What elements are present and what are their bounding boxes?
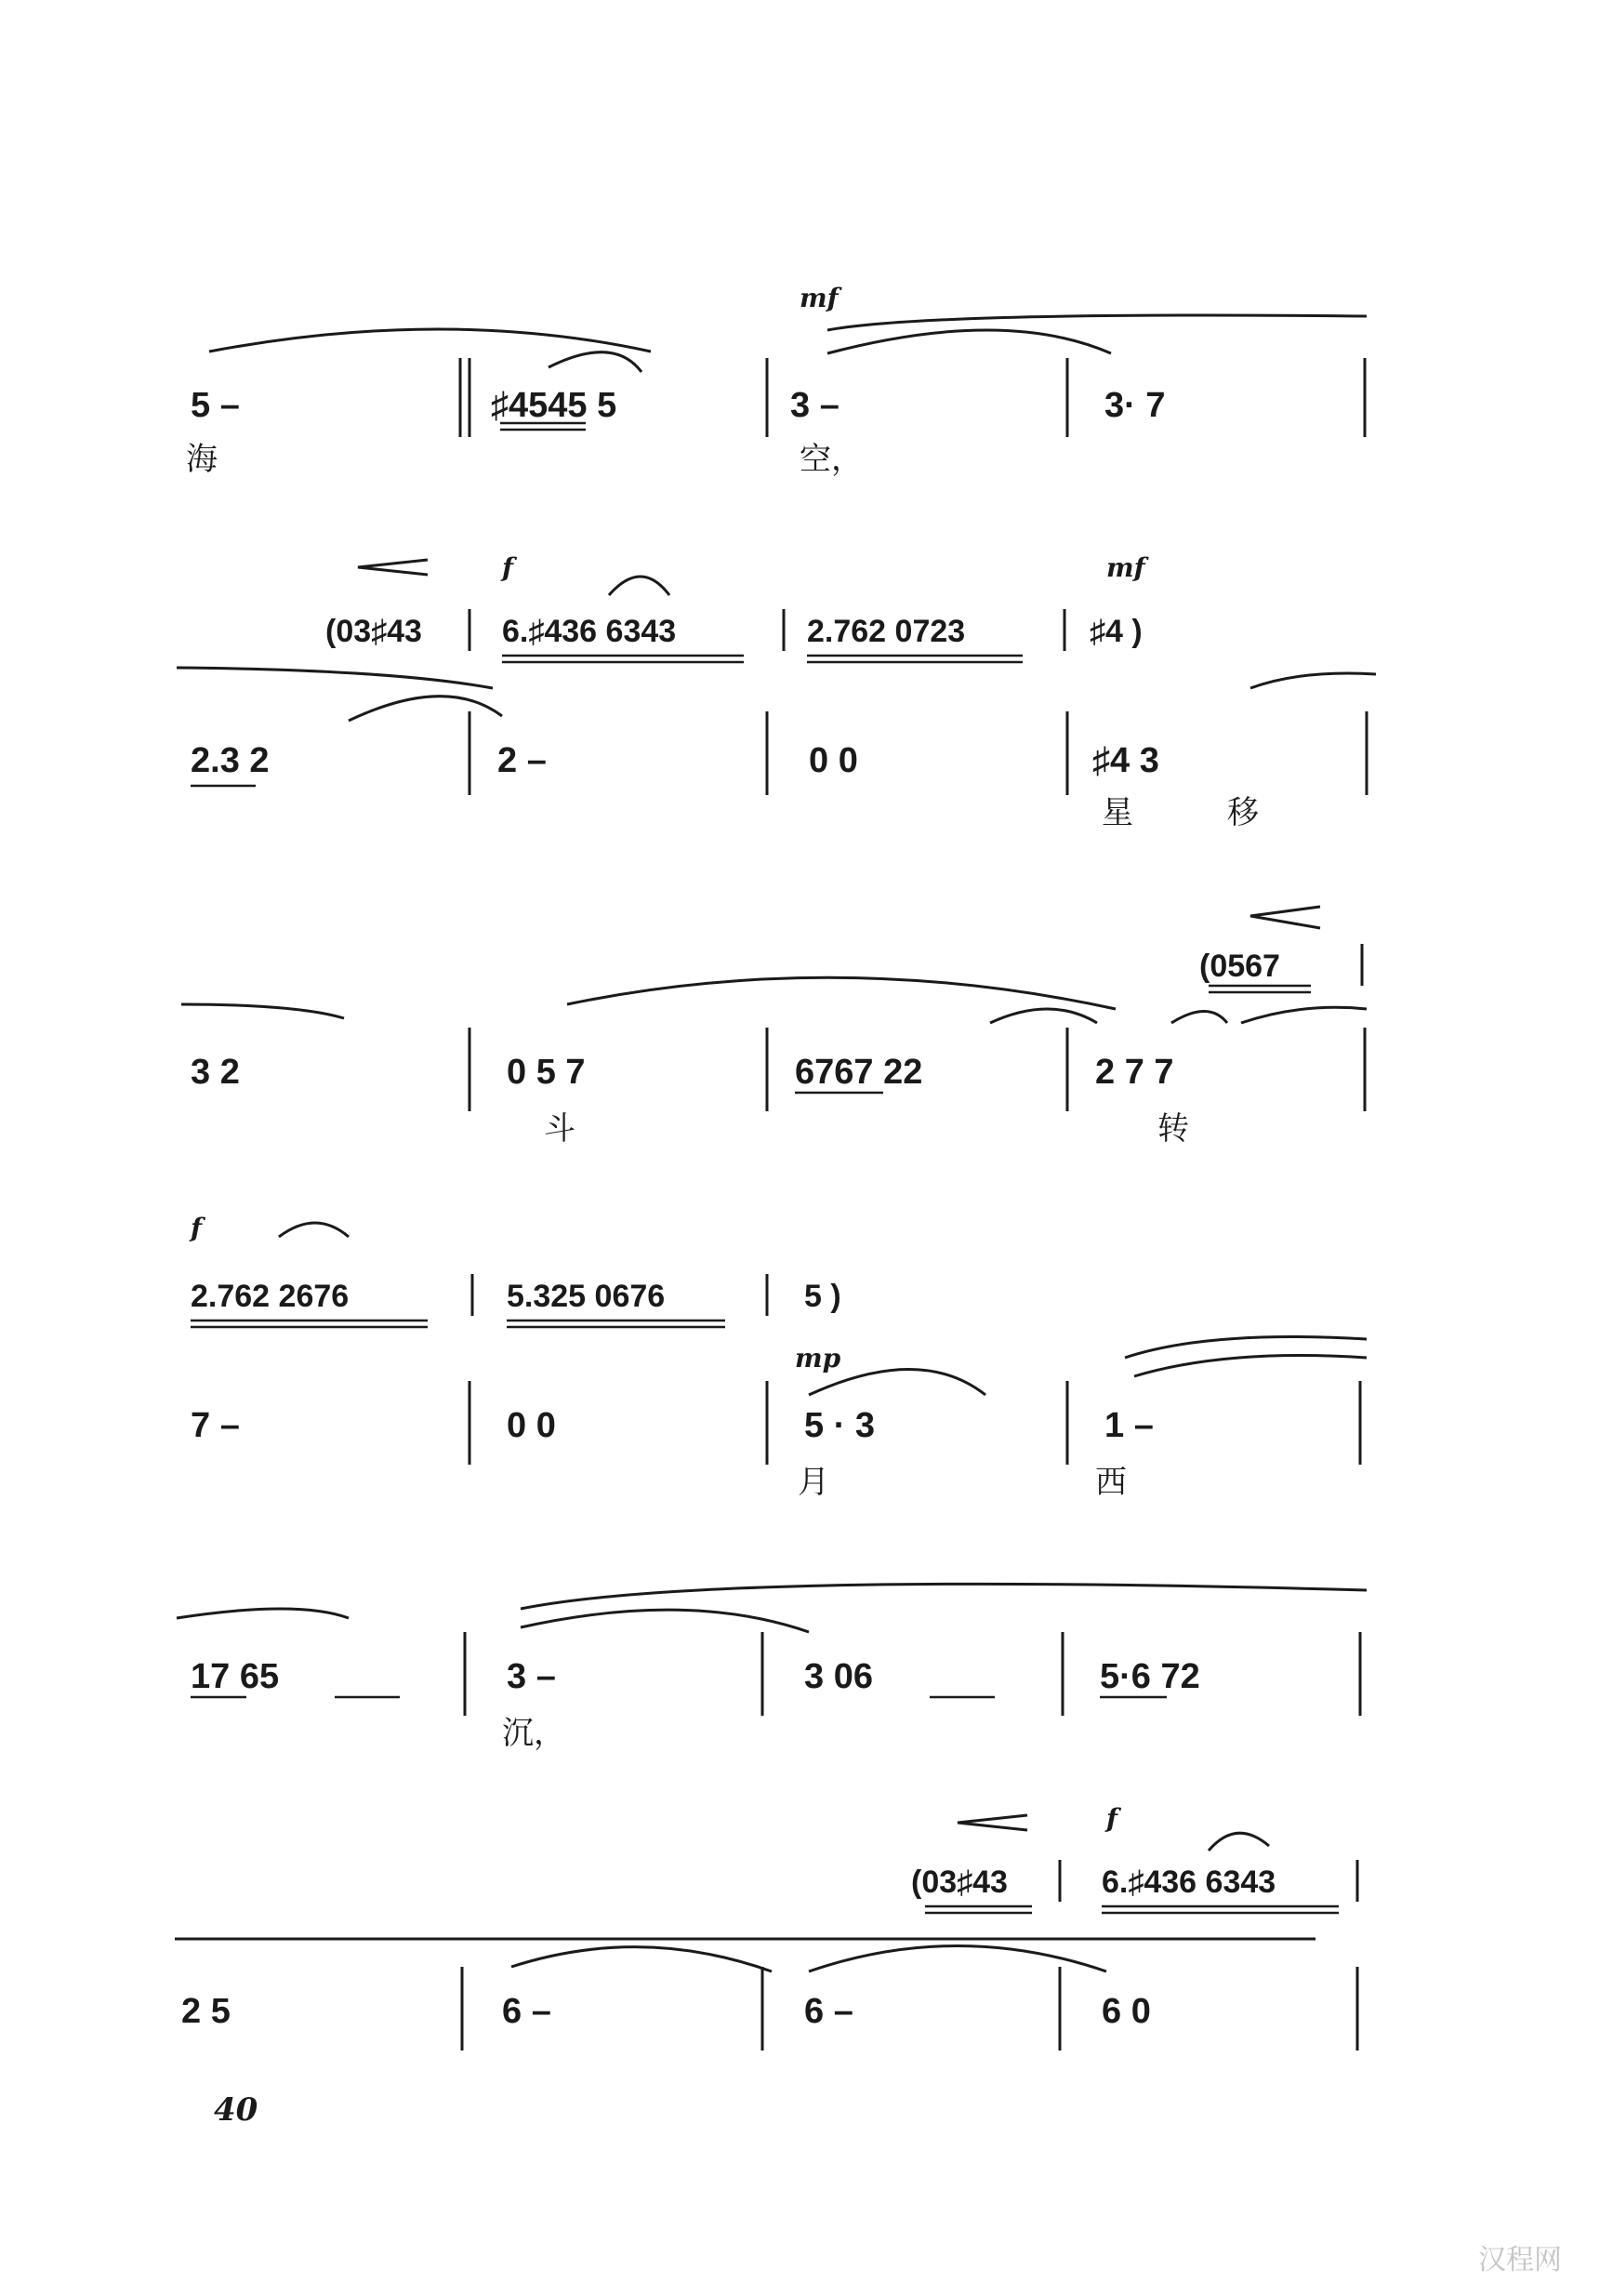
slur [349, 697, 502, 721]
measure: 5 · 3 [804, 1406, 876, 1445]
slur [549, 352, 641, 372]
accomp-measure: 2.762 2676 [191, 1279, 350, 1314]
system-1 [186, 283, 1367, 478]
accomp-measure: 5.325 0676 [507, 1279, 666, 1314]
system-4 [189, 1213, 1367, 1501]
lyric: 斗 [544, 1110, 575, 1148]
accomp-measure: 6.♯436 6343 [1102, 1865, 1276, 1900]
slur [181, 1004, 344, 1018]
measure: 3· 7 [1104, 386, 1166, 425]
slur [609, 577, 669, 595]
measure: 3 – [790, 386, 840, 425]
measure: 0 5 7 [507, 1053, 586, 1092]
measure: 17 65 [191, 1657, 280, 1696]
slur [521, 1584, 1367, 1609]
measure: 0 0 [809, 741, 858, 780]
accomp-measure: (0567 [1199, 949, 1280, 984]
accomp-measure: 6.♯436 6343 [502, 614, 677, 649]
measure: 3 06 [804, 1657, 873, 1696]
slur [1171, 1012, 1227, 1024]
slur [1250, 673, 1376, 688]
measure: 5·6 72 [1100, 1657, 1200, 1696]
slur [827, 330, 1111, 353]
lyric: 空， [800, 441, 863, 478]
slur [827, 315, 1367, 330]
page-number: 40 [214, 2091, 258, 2129]
measure: 3 – [507, 1657, 556, 1696]
measure: 0 0 [507, 1406, 556, 1445]
measure: 7 – [191, 1406, 240, 1445]
lyric: 西 [1095, 1464, 1127, 1501]
lyric: 星 [1102, 794, 1133, 831]
slur [567, 977, 1116, 1009]
accomp-measure: ♯4 ) [1090, 614, 1143, 649]
measure: ♯4 3 [1092, 741, 1159, 780]
measure: 3 2 [191, 1053, 240, 1092]
slur [209, 329, 651, 352]
measure: 5 – [191, 386, 240, 425]
dynamic-mf: mf [800, 283, 839, 313]
measure: 2 5 [181, 1992, 231, 2031]
measure: 6767 22 [795, 1053, 923, 1092]
slur [809, 1946, 1106, 1972]
slur [177, 1609, 349, 1618]
dynamic-f: f [191, 1213, 203, 1243]
measure: 6 – [502, 1992, 551, 2031]
measure: 6 0 [1102, 1992, 1151, 2031]
slur [1241, 1007, 1367, 1023]
slur [990, 1009, 1097, 1023]
measure: 2 7 7 [1095, 1053, 1174, 1092]
system-2 [177, 552, 1376, 831]
slur [511, 1947, 772, 1971]
accomp-measure: 5 ) [804, 1279, 841, 1314]
dynamic-f: f [502, 552, 514, 583]
dynamic-f: f [1106, 1803, 1118, 1834]
accomp-measure: (03♯43 [911, 1865, 1008, 1900]
slur [521, 1610, 809, 1632]
accomp-measure: 2.762 0723 [807, 614, 966, 649]
system-5 [177, 1584, 1367, 1752]
watermark: 汉程网 [1478, 2244, 1562, 2276]
measure: 1 – [1104, 1406, 1154, 1445]
measure: 6 – [804, 1992, 853, 2031]
slur [279, 1223, 349, 1237]
dynamic-mp: mp [795, 1343, 841, 1374]
measure: 2 – [497, 741, 547, 780]
crescendo-hairpin [358, 560, 428, 575]
accomp-measure: (03♯43 [325, 614, 422, 649]
dynamic-mf: mf [1106, 552, 1145, 583]
slur [1209, 1833, 1269, 1851]
measure: ♯4545 5 [491, 386, 617, 425]
lyric: 海 [186, 441, 218, 478]
system-6 [175, 1803, 1357, 2050]
lyric: 沉， [502, 1715, 565, 1752]
slur [1134, 1356, 1367, 1377]
lyric: 转 [1157, 1110, 1189, 1148]
system-3 [181, 907, 1367, 1148]
lyric: 月 [798, 1464, 829, 1501]
slur [177, 668, 493, 688]
crescendo-hairpin [1250, 907, 1320, 928]
measure: 2.3 2 [191, 741, 270, 780]
lyric: 移 [1227, 794, 1259, 831]
crescendo-hairpin [958, 1815, 1027, 1830]
